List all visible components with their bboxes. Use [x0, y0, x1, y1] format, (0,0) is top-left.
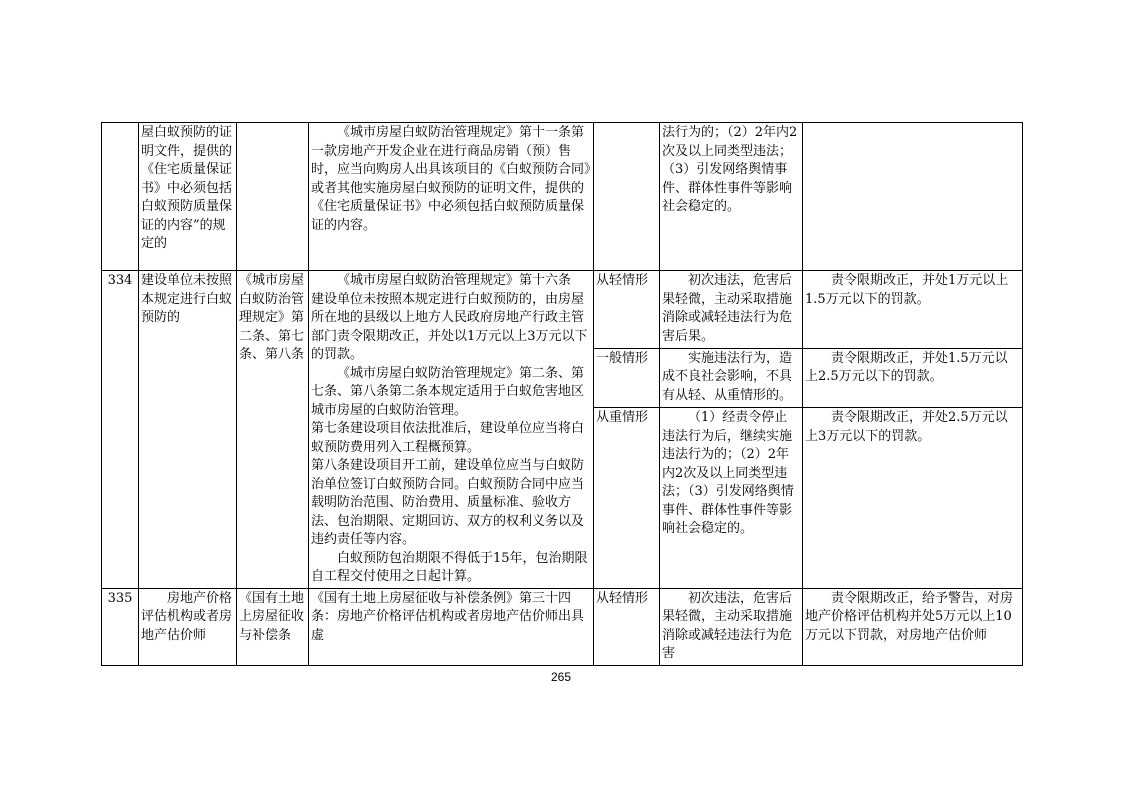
violation-behavior: 房地产价格评估机构或者房地产估价师 [139, 588, 237, 665]
circumstance: 从轻情形 [594, 271, 660, 349]
circumstance: 从轻情形 [594, 588, 660, 665]
clause-paragraph: 《城市房屋白蚁防治管理规定》第二条、第七条、第八条第二条本规定适用于白蚁危害地区城市房屋的白蚁防治管理。 [311, 365, 585, 418]
circumstance: 从重情形 [594, 408, 660, 588]
clause-paragraph: 第八条建设项目开工前，建设单位应当与白蚁防治单位签订白蚁预防合同。白蚁预防合同中应当载明防治范围、防治费用、质量标准、验收方法、包治期限、定期回访、双方的权利义务以及违约责任等内容。 [311, 458, 585, 547]
clause-paragraph: 《城市房屋白蚁防治管理规定》第十一条第一款房地产开发企业在进行商品房销（预）售时，应当向购房人出具该项目的《白蚁预防合同》或者其他实施房屋白蚁预防的证明文件，提供的《住宅质量保证书》中必须包括白蚁预防质量保证的内容。 [311, 125, 591, 233]
penalty-standard: 责令限期改正，并处2.5万元以上3万元以下的罚款。 [803, 408, 1023, 588]
circumstance [594, 123, 660, 271]
legal-basis: 《城市房屋白蚁防治管理规定》第二条、第七条、第八条 [237, 271, 309, 589]
penalty-standard: 责令限期改正，并处1.5万元以上2.5万元以下的罚款。 [803, 348, 1023, 407]
item-number: 334 [102, 271, 139, 589]
violation-behavior: 屋白蚁预防的证明文件，提供的《住宅质量保证书》中必须包括白蚁预防质量保证的内容”的规定的 [139, 123, 237, 271]
page-number: 265 [550, 670, 572, 684]
clause-paragraph: 第七条建设项目依法批准后，建设单位应当将白蚁预防费用列入工程概预算。 [311, 421, 585, 455]
applicable-standard: 初次违法，危害后果轻微，主动采取措施消除或减轻违法行为危害 [660, 588, 803, 665]
table-row [102, 588, 1023, 665]
penalty-standard: 责令限期改正，给予警告，对房地产价格评估机构并处5万元以上10万元以下罚款，对房地产估价师 [803, 588, 1023, 665]
legal-basis [237, 123, 309, 271]
clause-paragraph: 白蚁预防包治期限不得低于15年，包治期限自工程交付使用之日起计算。 [311, 550, 588, 584]
circumstance: 一般情形 [594, 348, 660, 407]
applicable-standard: （1）经责令停止违法行为后，继续实施违法行为的；（2）2年内2次及以上同类型违法；（3）引发网络舆情事件、群体性事件等影响社会稳定的。 [660, 408, 803, 588]
item-number [102, 123, 139, 271]
item-number: 335 [102, 588, 139, 665]
applicable-standard: 实施违法行为，造成不良社会影响，不具有从轻、从重情形的。 [660, 348, 803, 407]
penalty-clause [309, 588, 594, 665]
applicable-standard: 法行为的；（2）2年内2次及以上同类型违法；（3）引发网络舆情事件、群体性事件等影响社会稳定的。 [660, 123, 803, 271]
applicable-standard: 初次违法，危害后果轻微，主动采取措施消除或减轻违法行为危害后果。 [660, 271, 803, 349]
legal-basis: 《国有土地上房屋征收与补偿条 [237, 588, 309, 665]
penalty-clause [309, 123, 594, 271]
penalty-standard: 责令限期改正，并处1万元以上1.5万元以下的罚款。 [803, 271, 1023, 349]
penalty-standard [803, 123, 1023, 271]
clause-paragraph: 《国有土地上房屋征收与补偿条例》第三十四条：房地产价格评估机构或者房地产估价师出具虚 [311, 590, 585, 643]
table-row [102, 123, 1023, 271]
table-row [102, 271, 1023, 349]
violation-behavior: 建设单位未按照本规定进行白蚁预防的 [139, 271, 237, 589]
clause-paragraph: 《城市房屋白蚁防治管理规定》第十六条 建设单位未按照本规定进行白蚁预防的，由房屋所在地的县级以上地方人民政府房地产行政主管部门责令限期改正，并处以1万元以上3万元以下的罚款。 [311, 273, 588, 362]
penalty-standard-table [101, 122, 1023, 666]
penalty-clause [309, 271, 594, 589]
